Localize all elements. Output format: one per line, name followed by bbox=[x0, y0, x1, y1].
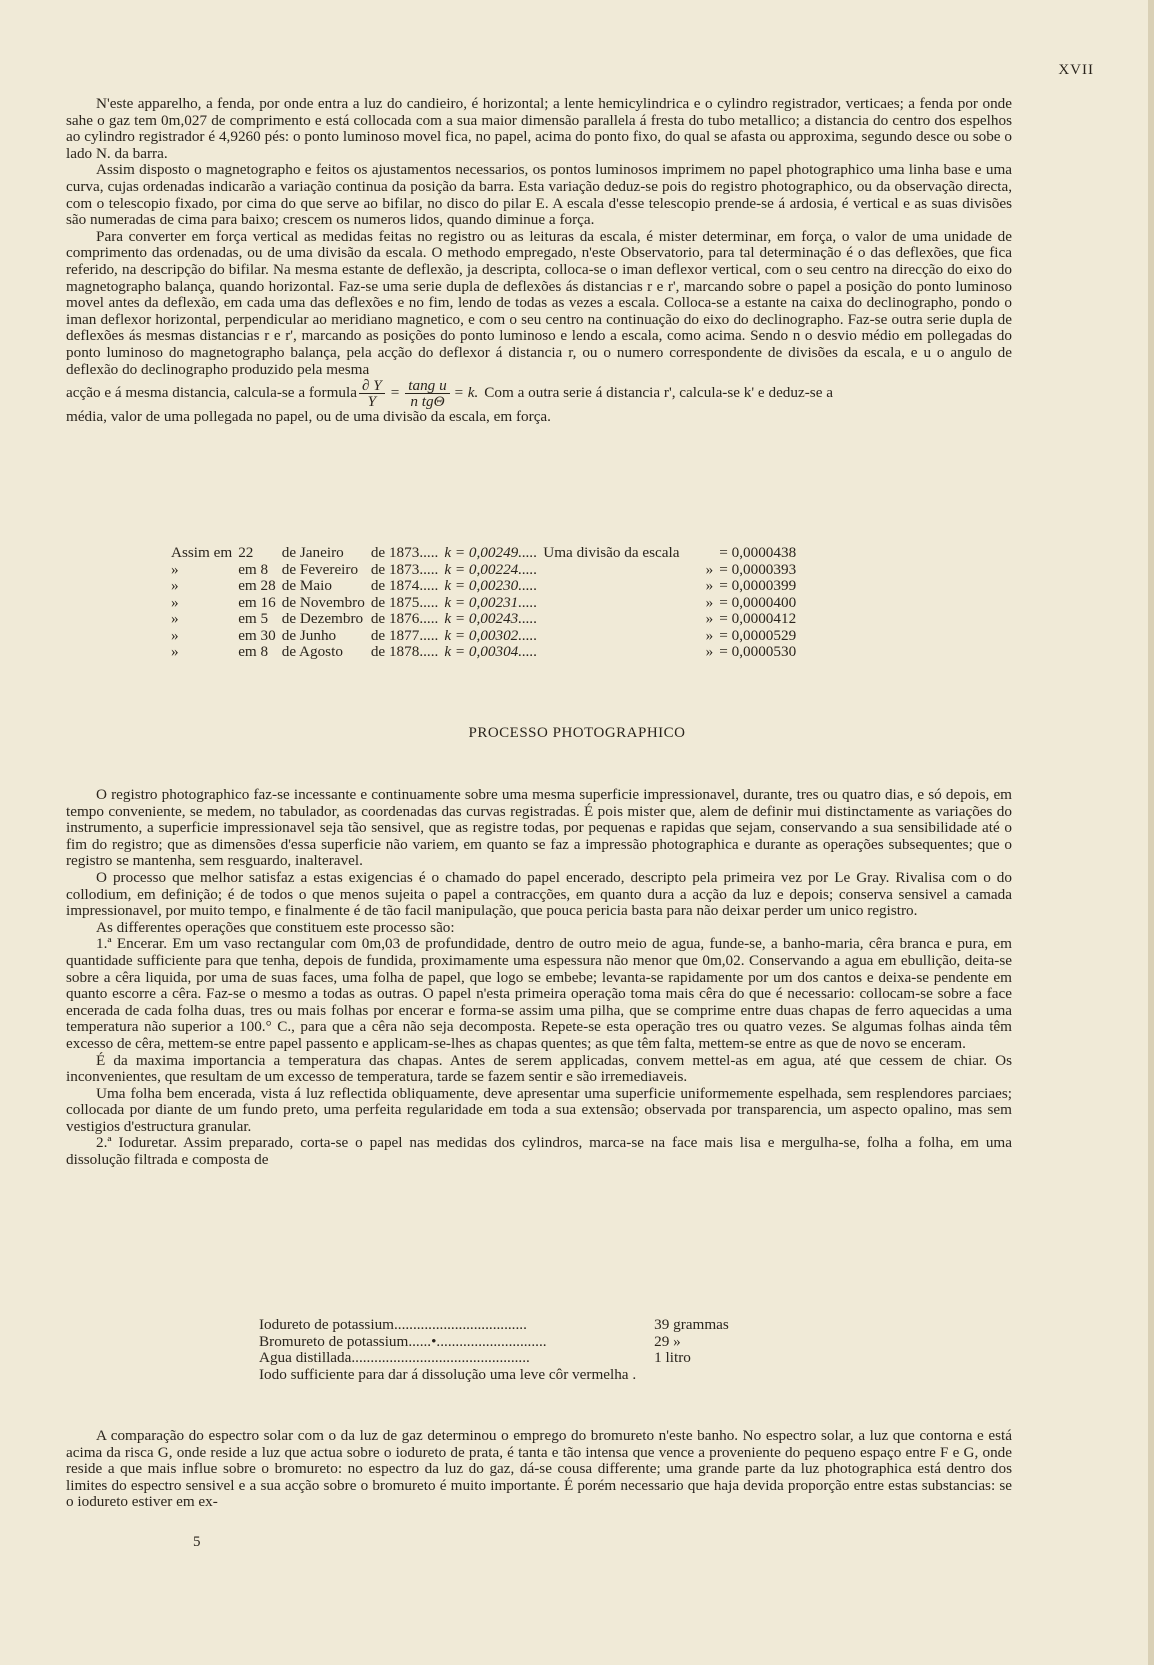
paragraph: 2.ª Ioduretar. Assim preparado, corta-se o papel nas medidas dos cylindros, marca-se na face mais lisa e mergulha-se, folha a folha, em uma dissolução filtrada e composta de bbox=[66, 1134, 1012, 1169]
table-cell-year: de 1878..... bbox=[370, 643, 439, 660]
table-row bbox=[168, 644, 799, 661]
recipe-qty: 29 » bbox=[654, 1332, 681, 1350]
table-cell-k: k = 0,00224..... bbox=[444, 560, 538, 578]
table-cell-month: de Dezembro bbox=[281, 610, 364, 627]
measurements-table bbox=[168, 545, 799, 661]
table-cell-prefix: » bbox=[171, 610, 179, 627]
recipe-qty: 1 litro bbox=[654, 1349, 691, 1366]
table-cell-day: em 28 bbox=[238, 577, 276, 594]
equals-sign: = bbox=[390, 384, 400, 402]
table-cell-prefix: » bbox=[171, 593, 179, 611]
table-cell-year: de 1874..... bbox=[370, 577, 439, 594]
recipe-row bbox=[255, 1317, 733, 1334]
recipe-row bbox=[255, 1350, 733, 1367]
table-cell-label: » bbox=[705, 626, 714, 644]
paragraph: N'este apparelho, a fenda, por onde entra a luz do candieiro, é horizontal; a lente hemicylindrica e o cylindro registrador, verticaes; a fenda por onde sahe o gaz tem 0m,027 de comprimento e está collocada com a sua maior dimensão parallela á fresta do tubo metallico; a distancia do centro dos espelhos ao cylindro registrador é 4,9260 pés: o ponto luminoso movel fica, no papel, acima do ponto fixo, do qual se afasta ou approxima, segundo desce ou sobe o lado N. da barra. bbox=[66, 95, 1012, 162]
table-cell-month: de Novembro bbox=[281, 593, 365, 611]
table-cell-prefix: » bbox=[171, 577, 179, 594]
table-cell-prefix: » bbox=[171, 560, 179, 578]
table-cell-prefix: » bbox=[171, 643, 179, 660]
table-cell-k: k = 0,00231..... bbox=[444, 593, 538, 611]
table-cell-value: = 0,0000399 bbox=[719, 577, 797, 594]
table-cell-k: k = 0,00249..... bbox=[444, 544, 538, 561]
table-cell-day: em 8 bbox=[238, 643, 269, 660]
paragraph: A comparação do espectro solar com o da luz de gaz determinou o emprego do bromureto n'este banho. No espectro solar, a luz que contorna e está acima da risca G, onde reside a luz que actua sobre o iodureto de prata, é tanta e tão intensa que vence a proveniente do pequeno espaço entre F e G, onde reside a que mais influe sobre o bromureto: no espectro da luz do gaz, dá-se cousa differente; uma grande parte da luz photographica está dentro dos limites do espectro sensivel e a sua acção sobre o bromureto é muito importante. É porém necessario que haja devida proporção entre estas substancias: se o iodureto estiver em ex- bbox=[66, 1427, 1012, 1511]
table-cell-label: » bbox=[705, 577, 714, 594]
table-row bbox=[168, 611, 799, 628]
recipe-item: Iodo sufficiente para dar á dissolução uma leve côr vermelha . bbox=[259, 1365, 637, 1383]
closing-section bbox=[66, 1428, 1012, 1511]
table-cell-label: » bbox=[705, 643, 714, 660]
paragraph: Para converter em força vertical as medidas feitas no registro ou as leituras da escala, é mister determinar, em força, o valor de uma unidade de comprimento das ordenadas, ou de uma divisão da escala. O methodo empregado, n'este Observatorio, para tal determinação é o das deflexões, que fica referido, na descripção do bifilar. Na mesma estante de deflexão, ja descripta, colloca-se o iman deflexor vertical, com o seu centro na direcção do eixo do magnetographo balança, quando horizontal. Faz-se uma serie dupla de deflexões ás distancias r e r', marcando sobre o papel a posição do ponto luminoso movel antes da deflexão, em cada uma das deflexões e no fim, lendo de todas as vezes a escala. Colloca-se a estante na caixa do declinographo, pondo o iman deflexor horizontal, perpendicular ao meridiano magnetico, e com o seu centro na continuação do eixo do declinographo. Faz-se outra serie dupla de deflexões ás mesmas distancias r e r', marcando as posições do ponto luminoso e lendo a escala, como acima. Sendo n o desvio médio em pollegadas do ponto luminoso do magnetographo balança, pela acção do deflexor á distancia r, ou o numero correspondente de divisões da escala, e u o angulo de deflexão do declinographo produzido pela mesma bbox=[66, 227, 1012, 378]
page-edge bbox=[1148, 0, 1154, 1665]
paragraph: O processo que melhor satisfaz a estas exigencias é o chamado do papel encerado, descripto pela primeira vez por Le Gray. Rivalisa com o do collodium, em definição; é de todos o que menos sujeita o papel a contracções, em quanto dura a acção da luz e depois; conserva sensivel a camada impressionavel, por muito tempo, e finalmente é de tão facil manipulação, que pouca pericia basta para não deixar perder um unico registro. bbox=[66, 868, 1012, 920]
section-heading: PROCESSO PHOTOGRAPHICO bbox=[468, 725, 686, 741]
recipe-item: Agua distillada............................................... bbox=[259, 1349, 530, 1366]
table-cell-label: Uma divisão da escala bbox=[543, 544, 680, 561]
recipe-qty bbox=[640, 1367, 733, 1384]
intro-section bbox=[66, 96, 1012, 426]
table-row bbox=[168, 595, 799, 612]
table-cell-label: » bbox=[705, 593, 714, 611]
table-row bbox=[168, 628, 799, 645]
formula-rhs-fraction bbox=[405, 378, 449, 409]
fraction-numerator: tang u bbox=[405, 378, 449, 394]
formula-trail-text: Com a outra serie á distancia r', calcula-se k' e deduz-se a bbox=[484, 384, 833, 402]
table-cell-day: em 8 bbox=[238, 560, 269, 578]
fraction-numerator: ∂ Y bbox=[359, 378, 385, 394]
table-cell-month: de Maio bbox=[281, 577, 332, 594]
paragraph: 1.ª Encerar. Em um vaso rectangular com 0m,03 de profundidade, dentro de outro meio de agua, funde-se, a banho-maria, cêra branca e pura, em quantidade sufficiente para que tenha, depois de fundida, proximamente uma espessura não menor que 0m,02. Conservando a agua em ebullição, deita-se sobre a cêra liquida, por uma de suas faces, uma folha de papel, que logo se embebe; levanta-se rapidamente por um dos cantos e deixa-se pendente em quanto escorre a cêra. Faz-se o mesmo a todas as outras. O papel n'esta primeira operação toma mais cêra do que é necessario: collocam-se sobre a face encerada de cada folha duas, tres ou mais folhas por encerar e forma-se assim uma pilha, que se comprime entre duas chapas de ferro aquecidas a uma temperatura não superior a 100.° C., para que a cêra não seja decomposta. Repete-se esta operação tres ou quatro vezes. Se algumas folhas ainda têm excesso de cêra, mettem-se entre papel passento e applicam-se-lhes as chapas quentes; as que têm falta, mettem-se entre as que de novo se enceram. bbox=[66, 935, 1012, 1052]
table-cell-year: de 1875..... bbox=[370, 593, 439, 611]
table-cell-month: de Agosto bbox=[281, 643, 343, 660]
table-cell-label: » bbox=[705, 610, 714, 627]
table-cell-value: = 0,0000438 bbox=[719, 544, 797, 561]
fraction-denominator: n tgΘ bbox=[410, 393, 445, 411]
recipe-qty: 39 grammas bbox=[654, 1316, 729, 1333]
formula-result: = k. bbox=[453, 384, 479, 402]
table-cell-year: de 1876..... bbox=[370, 610, 439, 627]
page-number: XVII bbox=[1058, 62, 1094, 78]
formula-lhs-fraction bbox=[359, 378, 385, 409]
formula-lead-text: acção e á mesma distancia, calcula-se a formula bbox=[66, 384, 357, 402]
table-cell-value: = 0,0000530 bbox=[719, 643, 797, 660]
table-cell-label: » bbox=[705, 560, 714, 578]
table-cell-k: k = 0,00243..... bbox=[444, 610, 538, 627]
table-cell-prefix: » bbox=[171, 626, 179, 644]
process-section bbox=[66, 787, 1012, 1169]
table-cell-day: em 5 bbox=[238, 610, 269, 627]
recipe-item: Bromureto de potassium......•............................. bbox=[259, 1332, 547, 1350]
table-row bbox=[168, 545, 799, 562]
recipe-table bbox=[255, 1317, 733, 1383]
paragraph: É da maxima importancia a temperatura das chapas. Antes de serem applicadas, convem mettel-as em agua, até que cessem de chiar. Os inconvenientes, que resultam de um excesso de temperatura, tarde se fazem sentir e são irremediaveis. bbox=[66, 1051, 1012, 1086]
paragraph: O registro photographico faz-se incessante e continuamente sobre uma mesma superficie impressionavel, durante, tres ou quatro dias, e só depois, em tempo conveniente, se medem, no tabulador, as coordenadas das curvas registradas. É pois mister que, alem de definir mui distinctamente as variações do instrumento, a superficie impressionavel seja tão sensivel, que as registre todas, por pequenas e rapidas que sejam, conservando a sua sensibilidade até o fim do registro; que as dimensões d'essa superficie não variem, em quanto se faz a impressão photographica e durante as operações subsequentes; que o registro se mantenha, sem resguardo, inalteravel. bbox=[66, 786, 1012, 870]
signature-mark: 5 bbox=[193, 1534, 201, 1550]
table-cell-value: = 0,0000400 bbox=[719, 593, 797, 611]
table-cell-value: = 0,0000412 bbox=[719, 610, 797, 627]
fraction-denominator: Y bbox=[367, 393, 377, 411]
table-cell-year: de 1873..... bbox=[370, 560, 439, 578]
table-cell-prefix: Assim em bbox=[171, 544, 233, 561]
table-cell-value: = 0,0000393 bbox=[719, 560, 797, 578]
table-cell-day: em 30 bbox=[238, 626, 276, 644]
paragraph: média, valor de uma pollegada no papel, ou de uma divisão da escala, em força. bbox=[66, 408, 551, 426]
paragraph: Assim disposto o magnetographo e feitos os ajustamentos necessarios, os pontos luminosos imprimem no papel photographico uma linha base e uma curva, cujas ordenadas indicarão a variação continua da posição da barra. Esta variação deduz-se pois do registro photographico, ou da observação directa, com o telescopio fixado, por cima do que serve ao bifilar, no disco do pilar E. A escala d'esse telescopio prende-se á ardosia, é vertical e as suas divisões são numeradas de cima para baixo; crescem os numeros lidos, quando diminue a força. bbox=[66, 161, 1012, 229]
formula-line bbox=[66, 378, 1012, 409]
table-cell-day: em 16 bbox=[238, 593, 276, 611]
table-cell-k: k = 0,00230..... bbox=[444, 577, 538, 594]
table-cell-year: de 1873..... bbox=[370, 544, 439, 561]
table-cell-k: k = 0,00302..... bbox=[444, 626, 538, 644]
table-cell-year: de 1877..... bbox=[370, 626, 439, 644]
recipe-row bbox=[255, 1334, 733, 1351]
recipe-item: Iodureto de potassium................................... bbox=[259, 1316, 527, 1333]
recipe-row bbox=[255, 1367, 733, 1384]
table-cell-month: de Junho bbox=[281, 626, 337, 644]
table-cell-month: de Fevereiro bbox=[281, 560, 359, 578]
table-row bbox=[168, 562, 799, 579]
paragraph: As differentes operações que constituem este processo são: bbox=[96, 918, 455, 936]
table-cell-month: de Janeiro bbox=[281, 544, 344, 561]
paragraph: Uma folha bem encerada, vista á luz reflectida obliquamente, deve apresentar uma superficie uniformemente espelhada, sem resplendores parciaes; collocada por diante de um fundo preto, uma perfeita regularidade em toda a sua extensão; observada por transparencia, um aspecto opalino, mas sem vestigios d'estructura granular. bbox=[66, 1084, 1012, 1135]
table-cell-value: = 0,0000529 bbox=[719, 626, 797, 644]
table-row bbox=[168, 578, 799, 595]
table-cell-k: k = 0,00304..... bbox=[444, 643, 538, 660]
table-cell-day: 22 bbox=[238, 544, 254, 561]
